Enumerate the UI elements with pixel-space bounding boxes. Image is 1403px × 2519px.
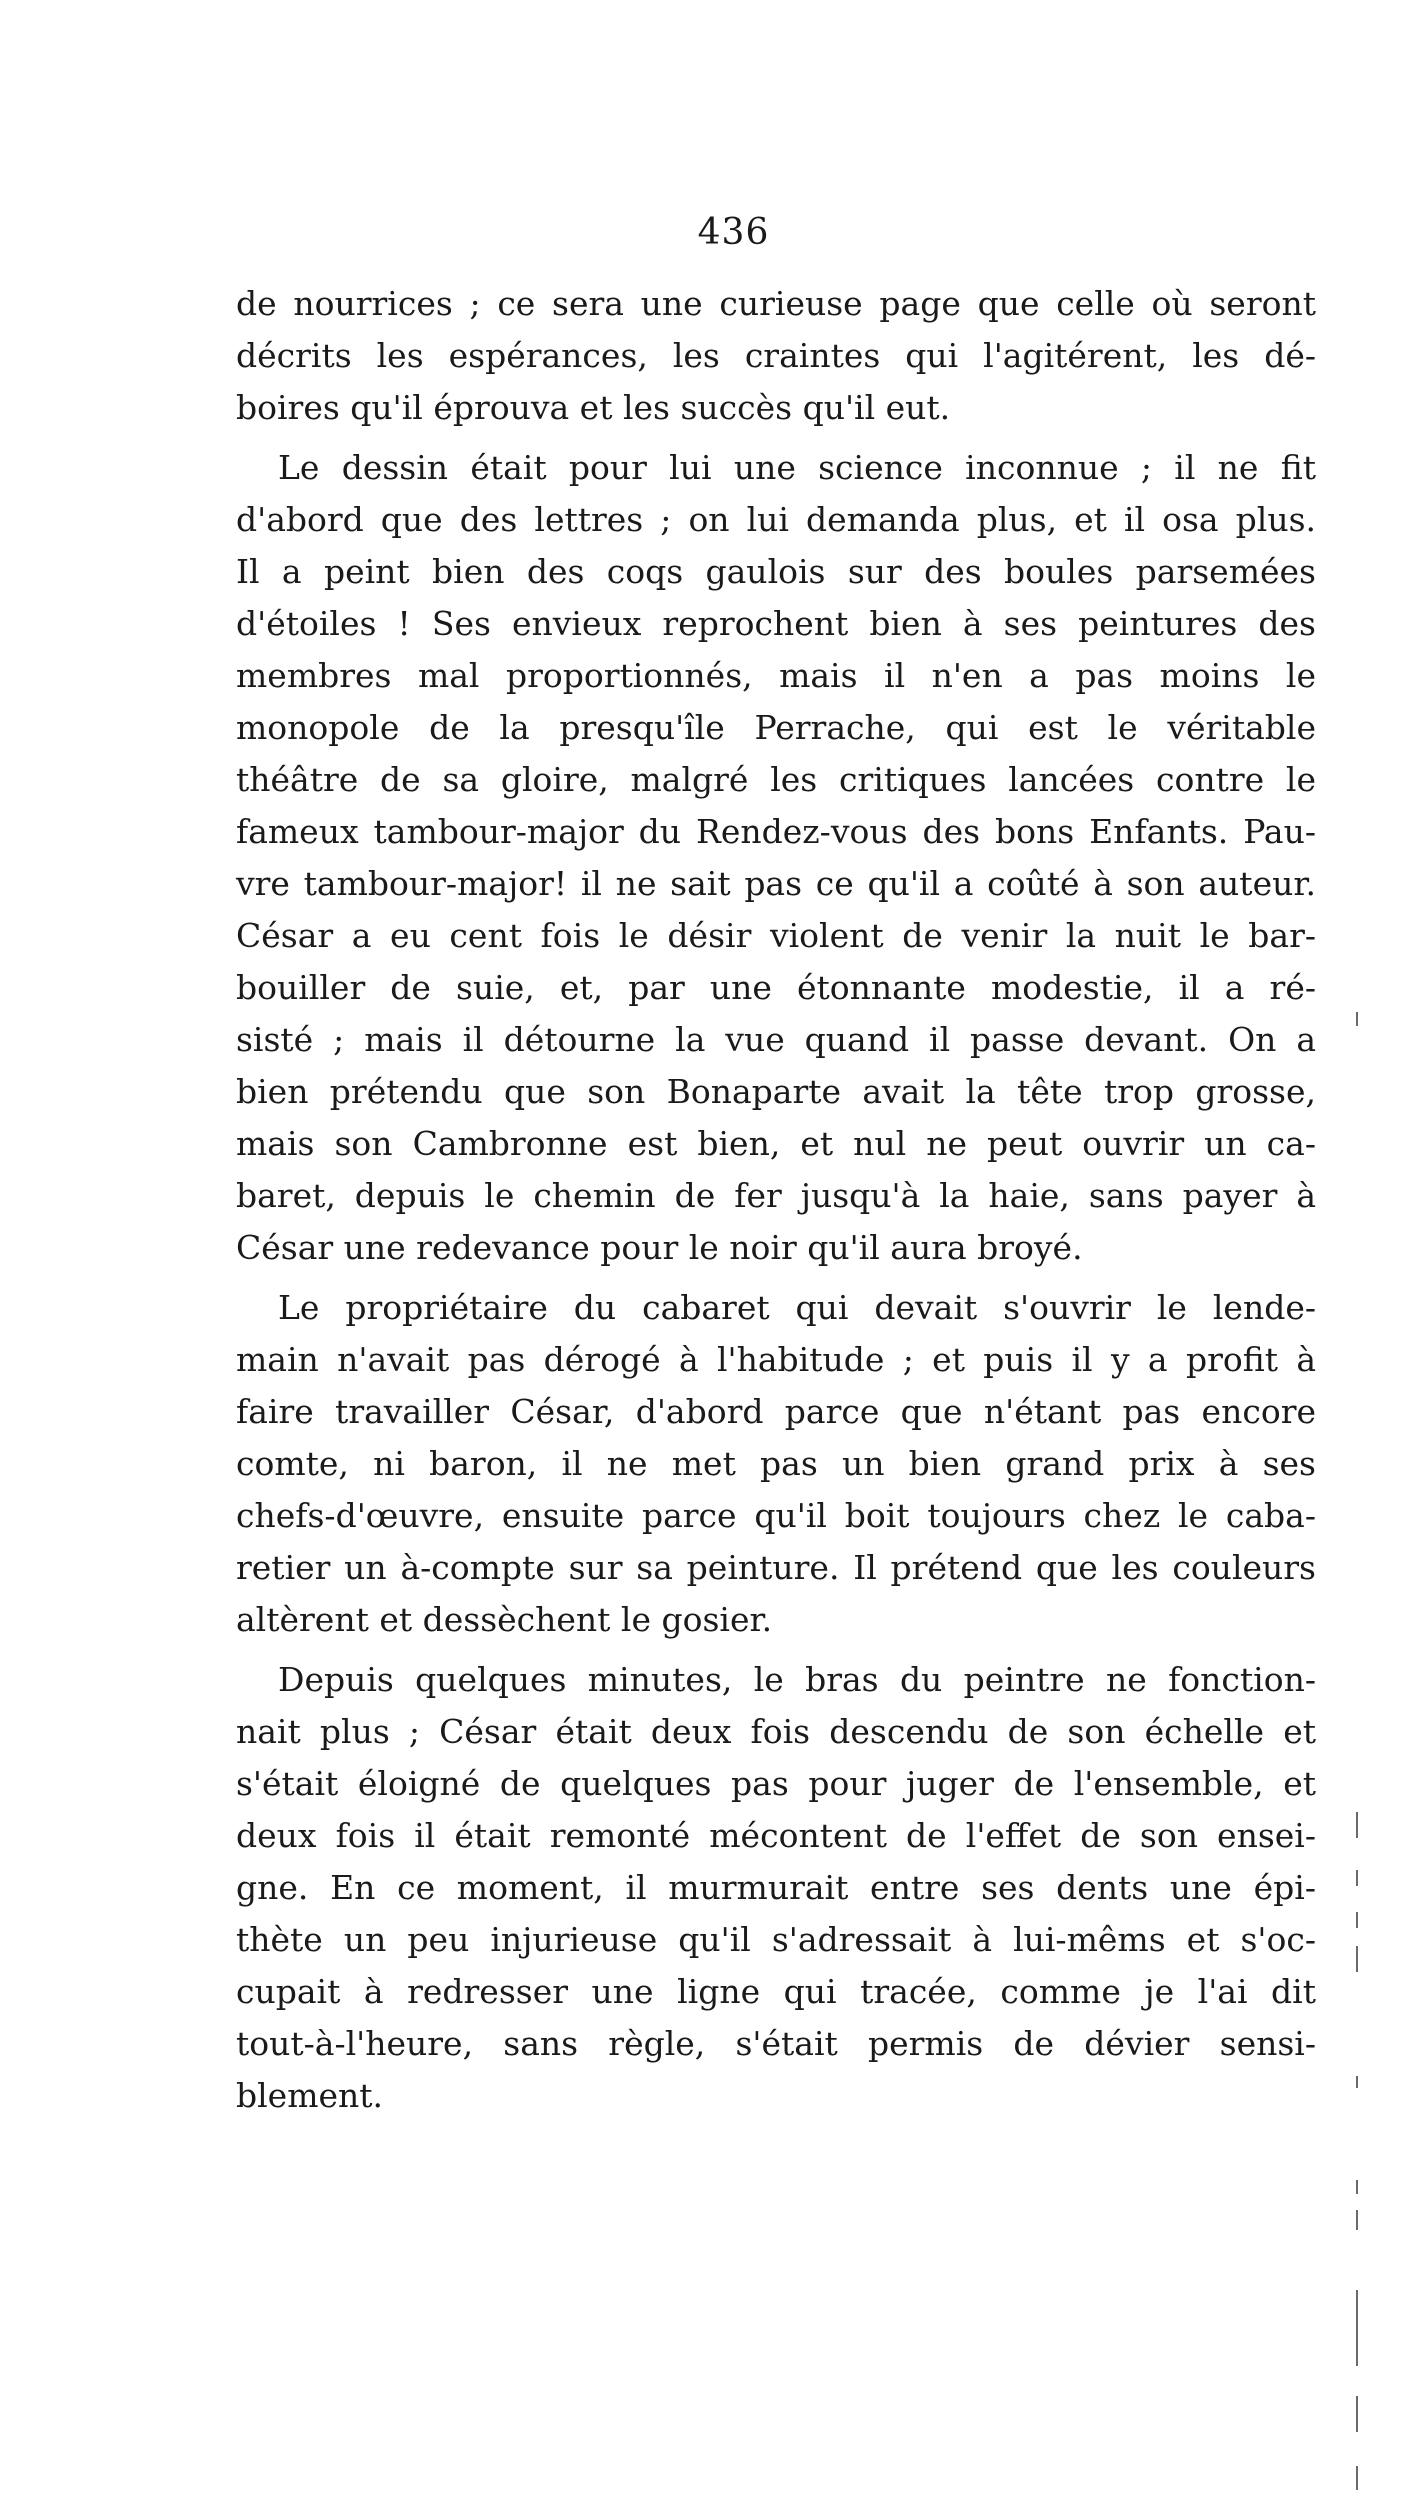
scan-mark <box>1356 2290 1358 2366</box>
text-line: gne. En ce moment, il murmurait entre ses dents une épi- <box>236 1868 1316 1907</box>
scan-mark <box>1356 2180 1358 2194</box>
text-line: Le propriétaire du cabaret qui devait s'ouvrir le lende- <box>278 1288 1316 1327</box>
paragraph <box>236 442 1316 1274</box>
text-line: deux fois il était remonté mécontent de l'effet de son ensei- <box>236 1816 1316 1855</box>
text-line: sisté ; mais il détourne la vue quand il passe devant. On a <box>236 1020 1316 1059</box>
text-line: décrits les espérances, les craintes qui l'agitérent, les dé- <box>236 336 1316 375</box>
text-line: comte, ni baron, il ne met pas un bien grand prix à ses <box>236 1444 1316 1483</box>
text-line: fameux tambour-major du Rendez-vous des bons Enfants. Pau- <box>236 812 1316 851</box>
text-line: faire travailler César, d'abord parce que n'étant pas encore <box>236 1392 1316 1431</box>
text-line: monopole de la presqu'île Perrache, qui est le véritable <box>236 708 1316 747</box>
text-line: retier un à-compte sur sa peinture. Il prétend que les couleurs <box>236 1548 1316 1587</box>
text-line: mais son Cambronne est bien, et nul ne peut ouvrir un ca- <box>236 1124 1316 1163</box>
body-text <box>236 278 1316 2122</box>
scan-mark <box>1356 1012 1358 1026</box>
text-line: altèrent et dessèchent le gosier. <box>236 1600 773 1639</box>
text-line: de nourrices ; ce sera une curieuse page que celle où seront <box>236 284 1316 323</box>
text-line: Le dessin était pour lui une science inconnue ; il ne fit <box>278 448 1316 487</box>
scan-mark <box>1356 1870 1358 1886</box>
text-line: baret, depuis le chemin de fer jusqu'à la haie, sans payer à <box>236 1176 1316 1215</box>
text-line: s'était éloigné de quelques pas pour juger de l'ensemble, et <box>236 1764 1316 1803</box>
paragraph <box>236 1282 1316 1646</box>
text-line: théâtre de sa gloire, malgré les critiques lancées contre le <box>236 760 1316 799</box>
text-line: thète un peu injurieuse qu'il s'adressait à lui-mêms et s'oc- <box>236 1920 1316 1959</box>
text-line: Il a peint bien des coqs gaulois sur des boules parsemées <box>236 552 1316 591</box>
scan-mark <box>1356 2396 1358 2432</box>
text-line: bien prétendu que son Bonaparte avait la tête trop grosse, <box>236 1072 1316 1111</box>
text-line: bouiller de suie, et, par une étonnante modestie, il a ré- <box>236 968 1316 1007</box>
text-line: membres mal proportionnés, mais il n'en a pas moins le <box>236 656 1316 695</box>
page-number: 436 <box>697 212 770 253</box>
text-line: cupait à redresser une ligne qui tracée, comme je l'ai dit <box>236 1972 1316 2011</box>
text-line: d'étoiles ! Ses envieux reprochent bien à ses peintures des <box>236 604 1316 643</box>
text-line: César a eu cent fois le désir violent de venir la nuit le bar- <box>236 916 1316 955</box>
scan-mark <box>1356 1812 1358 1838</box>
scan-mark <box>1356 1912 1358 1928</box>
text-line: vre tambour-major! il ne sait pas ce qu'il a coûté à son auteur. <box>236 864 1316 903</box>
text-line: boires qu'il éprouva et les succès qu'il eut. <box>236 388 951 427</box>
scan-mark <box>1356 2210 1358 2230</box>
scan-mark <box>1356 2466 1358 2490</box>
paragraph <box>236 1654 1316 2122</box>
text-line: Depuis quelques minutes, le bras du peintre ne fonction- <box>278 1660 1316 1699</box>
text-line: César une redevance pour le noir qu'il aura broyé. <box>236 1228 1083 1267</box>
paragraph <box>236 278 1316 434</box>
scan-mark <box>1356 1946 1358 1972</box>
scan-mark <box>1356 2076 1358 2088</box>
margin-scan-marks <box>1356 0 1362 2519</box>
text-line: chefs-d'œuvre, ensuite parce qu'il boit toujours chez le caba- <box>236 1496 1316 1535</box>
text-line: main n'avait pas dérogé à l'habitude ; et puis il y a profit à <box>236 1340 1316 1379</box>
text-line: blement. <box>236 2076 384 2115</box>
text-line: tout-à-l'heure, sans règle, s'était permis de dévier sensi- <box>236 2024 1316 2063</box>
text-line: nait plus ; César était deux fois descendu de son échelle et <box>236 1712 1316 1751</box>
text-line: d'abord que des lettres ; on lui demanda plus, et il osa plus. <box>236 500 1316 539</box>
